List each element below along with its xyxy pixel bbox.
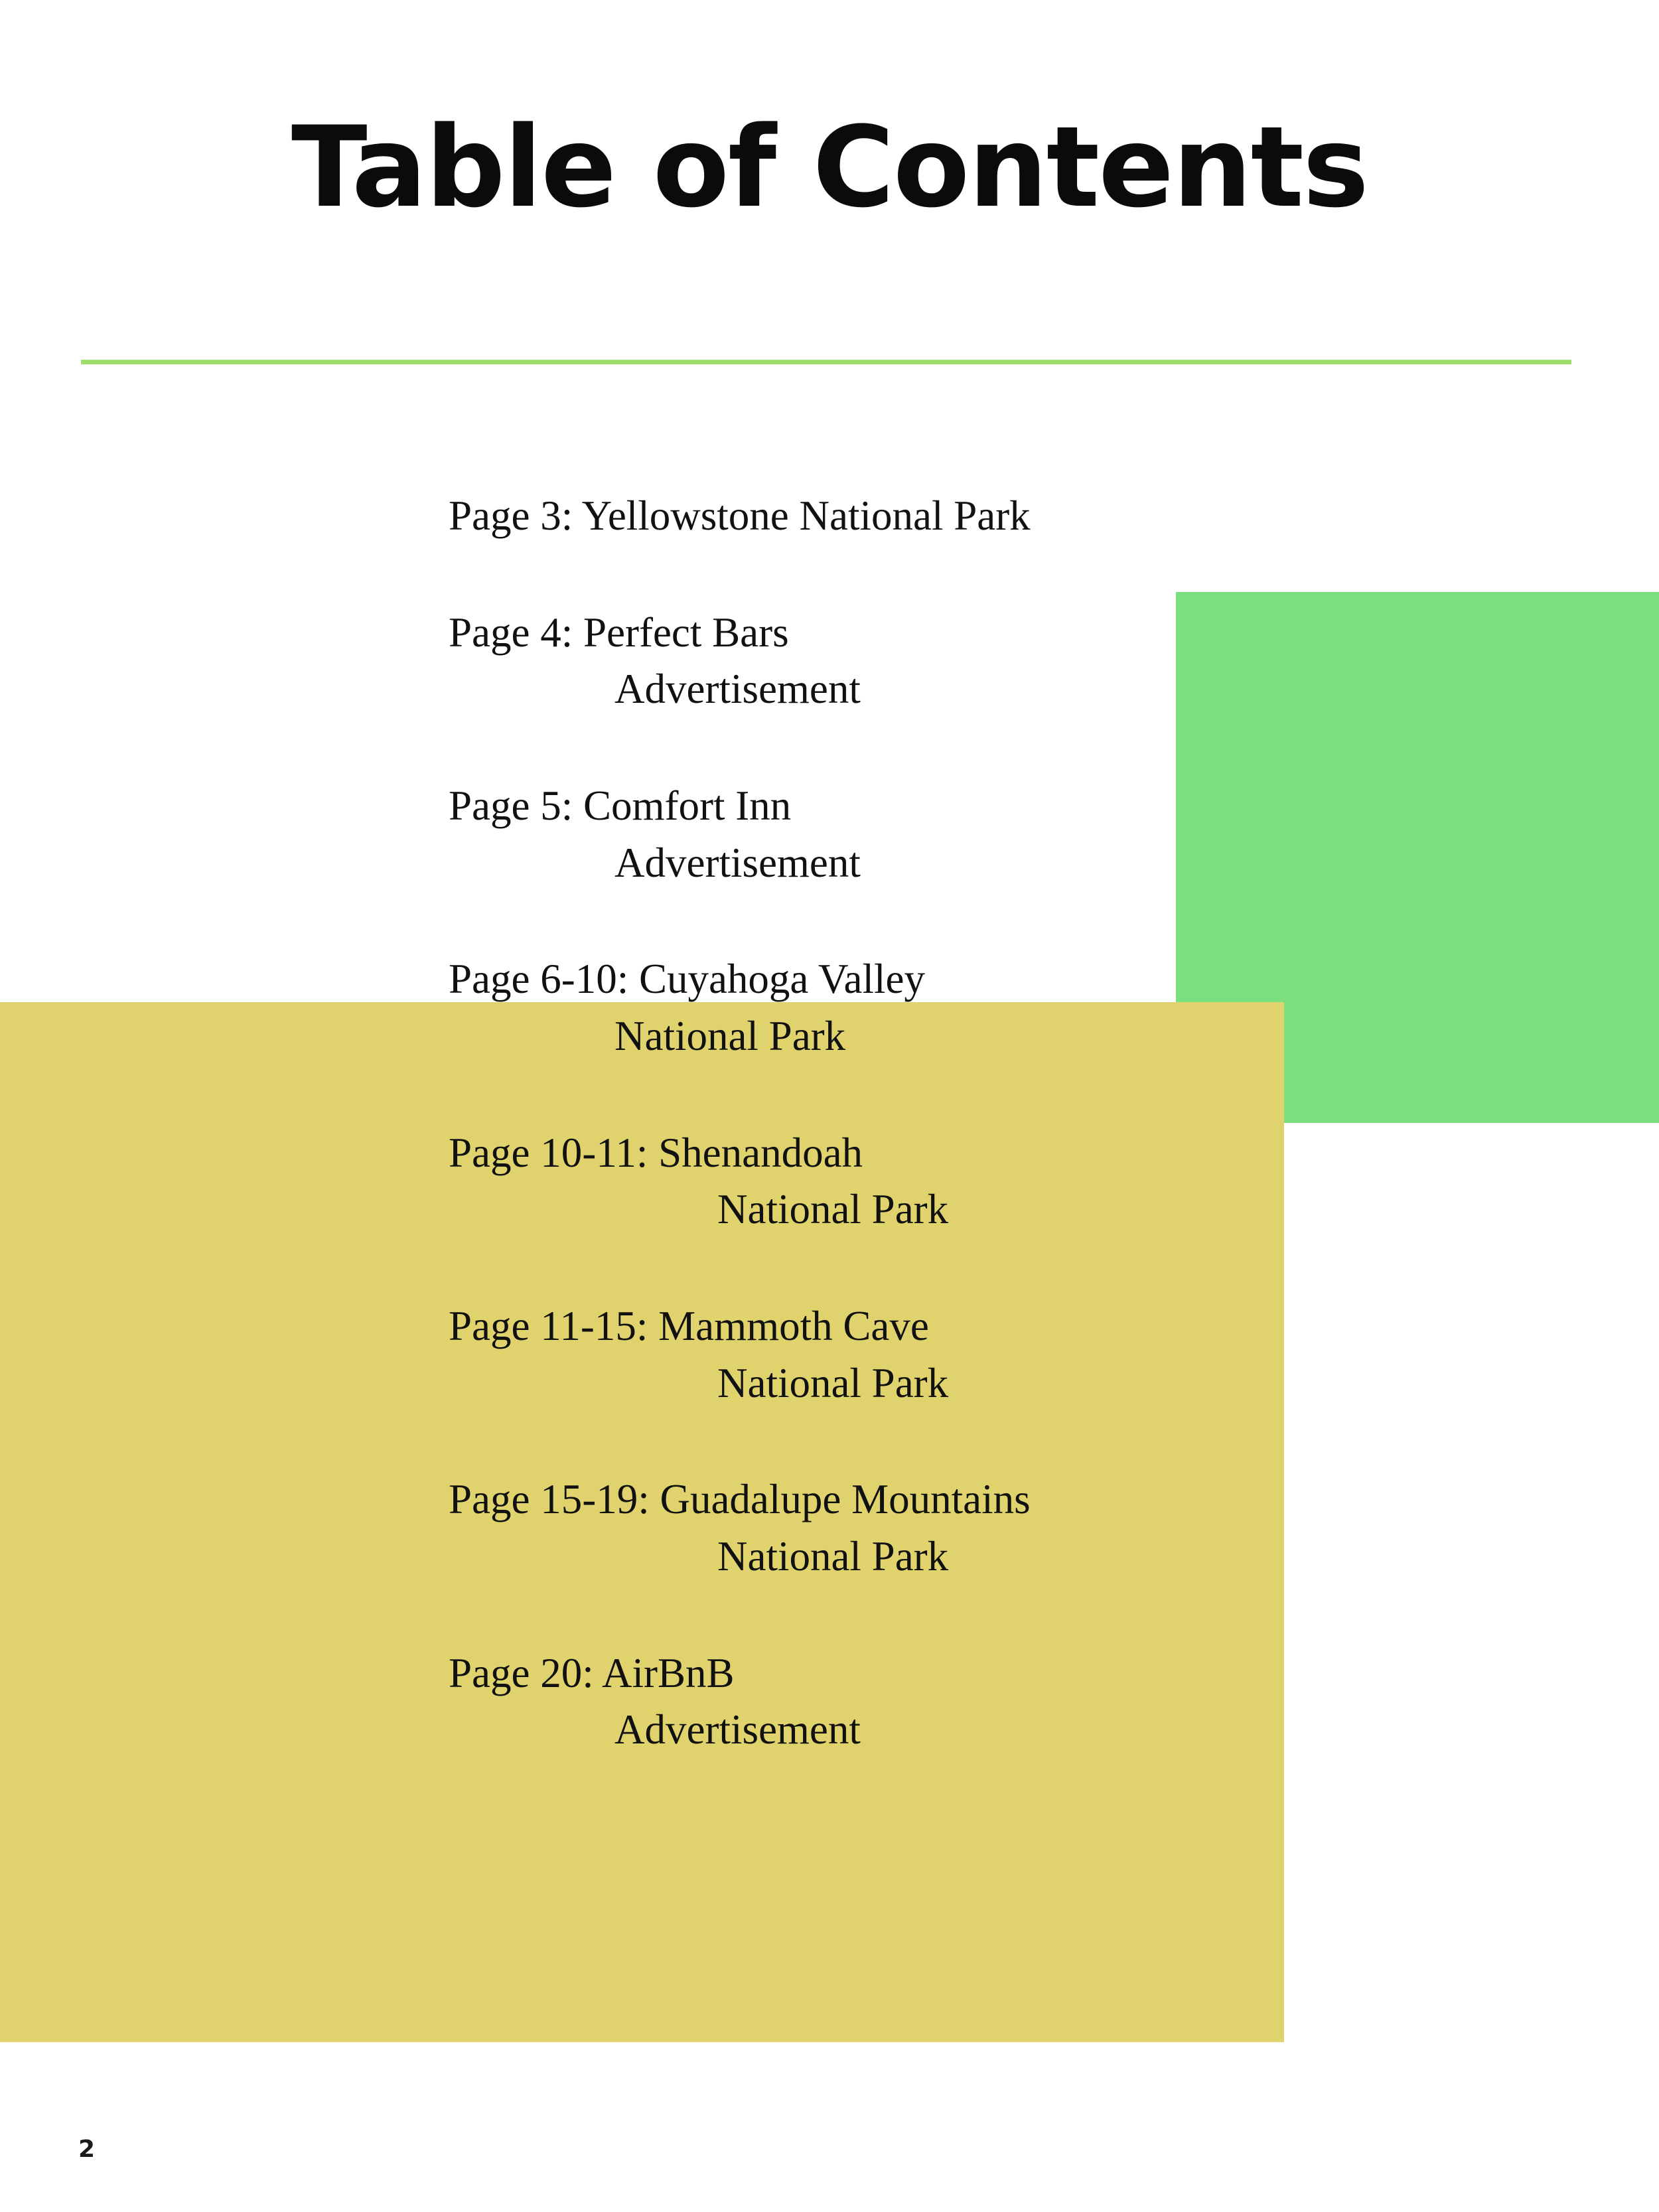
page-title: Table of Contents [291, 102, 1368, 232]
toc-entry[interactable] [0, 1125, 1659, 1238]
page-number: 2 [78, 2136, 96, 2163]
toc-entry[interactable] [0, 1471, 1659, 1585]
toc-entry-line2: Advertisement [614, 839, 861, 886]
toc-entry[interactable] [0, 778, 1659, 891]
toc-entry[interactable] [0, 1645, 1659, 1759]
table-of-contents-list [0, 488, 1659, 1818]
toc-entry[interactable] [0, 605, 1659, 718]
toc-entry-line2: National Park [717, 1186, 949, 1233]
toc-entry-line2: Advertisement [614, 1706, 861, 1753]
toc-entry-line2: National Park [717, 1359, 949, 1406]
toc-entry-line1: Page 5: Comfort Inn [449, 782, 792, 830]
toc-entry-line1: Page 3: Yellowstone National Park [449, 492, 1031, 539]
toc-entry-line1: Page 15-19: Guadalupe Mountains [449, 1476, 1031, 1523]
title-divider [81, 360, 1571, 364]
toc-entry-line1: Page 20: AirBnB [449, 1649, 735, 1696]
toc-entry-line1: Page 11-15: Mammoth Cave [449, 1303, 929, 1350]
toc-entry-line1: Page 10-11: Shenandoah [449, 1129, 863, 1176]
toc-entry[interactable] [0, 951, 1659, 1065]
toc-entry[interactable] [0, 1298, 1659, 1412]
toc-entry-line2: Advertisement [614, 666, 861, 713]
toc-entry-line2: National Park [717, 1533, 949, 1580]
toc-entry-line2: National Park [614, 1013, 846, 1060]
toc-entry-line1: Page 6-10: Cuyahoga Valley [449, 956, 925, 1003]
toc-entry[interactable] [0, 488, 1659, 545]
toc-entry-line1: Page 4: Perfect Bars [449, 609, 789, 656]
